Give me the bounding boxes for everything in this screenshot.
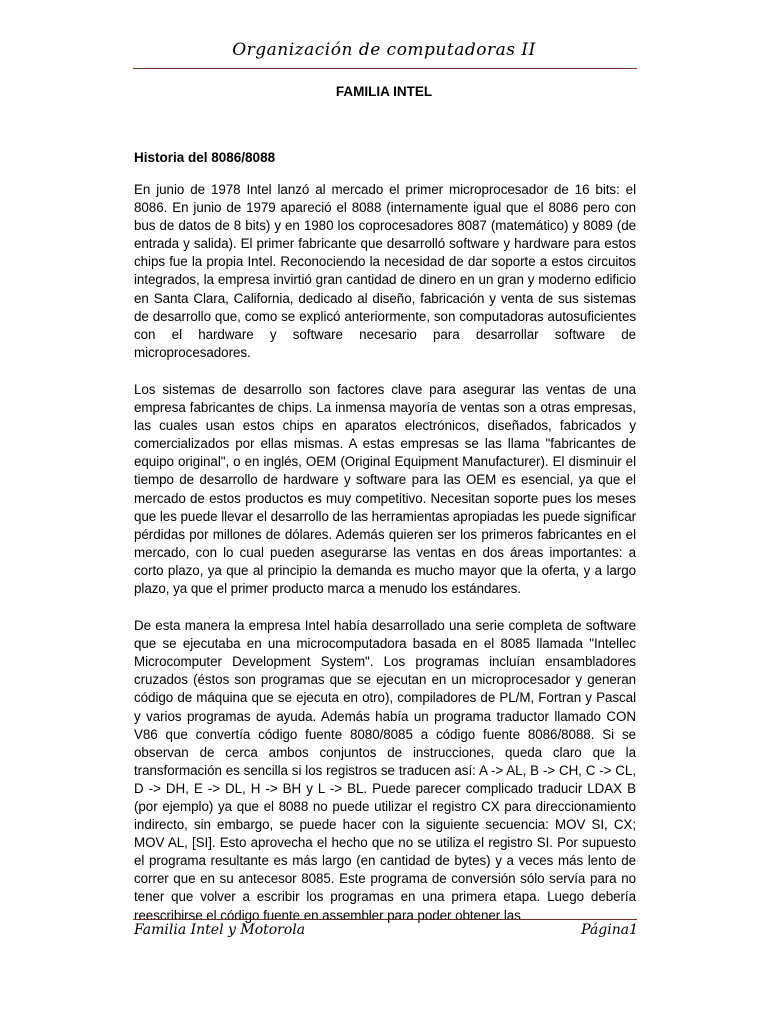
document-title: FAMILIA INTEL xyxy=(335,84,433,99)
section-heading: Historia del 8086/8088 xyxy=(134,150,276,165)
page-header: Organización de computadoras II xyxy=(232,40,536,60)
footer-divider xyxy=(133,919,637,920)
footer-title: Familia Intel y Motorola xyxy=(134,922,306,938)
paragraph-1: En junio de 1978 Intel lanzó al mercado el primer microprocesador de 16 bits: el 8086. En junio de 1979 apareció el 8088 (internamente igual que el 8086 pero con bus de datos de 8 bits) y en 1980 los coprocesadores 8087 (matemático) y 8089 (de entrada y salida). El primer fabricante que desarrolló software y hardware para estos chips fue la propia Intel. Reconociendo la necesidad de dar soporte a estos circuitos integrados, la empresa invirtió gran cantidad de dinero en un gran y moderno edificio en Santa Clara, California, dedicado al diseño, fabricación y venta de sus sistemas de desarrollo que, como se explicó anteriormente, son computadoras autosuficientes con el hardware y software necesario para desarrollar software de microprocesadores. xyxy=(134,182,636,360)
paragraph-3: De esta manera la empresa Intel había desarrollado una serie completa de software que se ejecutaba en una microcomputadora basada en el 8085 llamada "Intellec Microcomputer Development System". Los programas incluían ensambladores cruzados (éstos son programas que se ejecutan en un microprocesador y generan código de máquina que se ejecuta en otro), compiladores de PL/M, Fortran y Pascal y varios programas de ayuda. Además había un programa traductor llamado CON V86 que convertía código fuente 8080/8085 a código fuente 8086/8088. Si se observan de cerca ambos conjuntos de instrucciones, queda claro que la transformación es sencilla si los registros se traducen así: A -> AL, B -> CH, C -> CL, D -> DH, E -> DL, H -> BH y L -> BL. Puede parecer complicado traducir LDAX B (por ejemplo) ya que el 8088 no puede utilizar el registro CX para direccionamiento indirecto, sin embargo, se puede hacer con la siguiente secuencia: MOV SI, CX; MOV AL, [SI]. Esto aprovecha el hecho que no se utiliza el registro SI. Por supuesto el programa resultante es más largo (en cantidad de bytes) y a veces más lento de correr que en su antecesor 8085. Este programa de conversión sólo servía para no tener que volver a escribir los programas en una primera etapa. Luego debería reescribirse el código fuente en assembler para poder obtener las xyxy=(134,618,636,923)
paragraph-2: Los sistemas de desarrollo son factores clave para asegurar las ventas de una empresa fabricantes de chips. La inmensa mayoría de ventas son a otras empresas, las cuales usan estos chips en aparatos electrónicos, diseñados, fabricados y comercializados por ellas mismas. A estas empresas se las llama "fabricantes de equipo original", o en inglés, OEM (Original Equipment Manufacturer). El disminuir el tiempo de desarrollo de hardware y software para las OEM es esencial, ya que el mercado de estos productos es muy competitivo. Necesitan soporte pues los meses que les puede llevar el desarrollo de las herramientas apropiadas les puede significar pérdidas por millones de dólares. Además quieren ser los primeros fabricantes en el mercado, con lo cual pueden asegurarse las ventas en dos áreas importantes: a corto plazo, ya que al principio la demanda es mucho mayor que la oferta, y a largo plazo, ya que el primer producto marca a menudo los estándares. xyxy=(134,381,636,596)
header-divider xyxy=(133,68,637,69)
body-text xyxy=(134,181,636,944)
page-number: Página1 xyxy=(581,922,638,938)
